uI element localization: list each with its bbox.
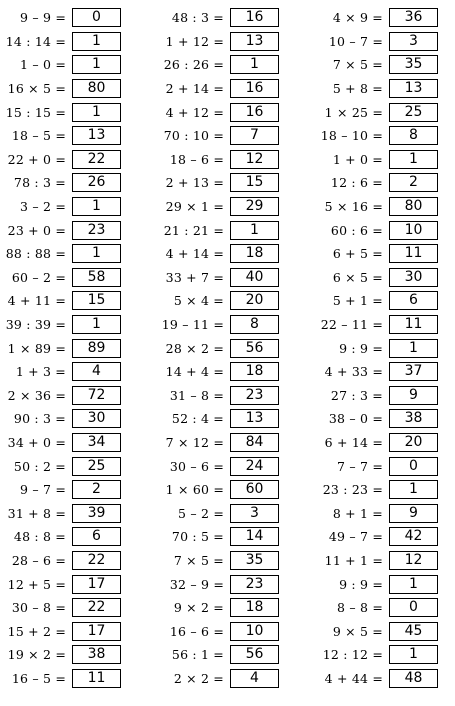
answer-box[interactable]: 17	[72, 575, 121, 594]
problem-row	[152, 289, 279, 313]
answer-box[interactable]: 1	[72, 55, 121, 74]
answer-box[interactable]: 42	[389, 527, 438, 546]
answer-box[interactable]: 1	[72, 315, 121, 334]
problem-row	[311, 242, 438, 266]
problem-row	[0, 148, 121, 172]
answer-box[interactable]: 4	[230, 669, 279, 688]
problem-expression: 7 × 5 =	[332, 57, 383, 73]
problem-row	[0, 478, 121, 502]
answer-box[interactable]: 1	[72, 32, 121, 51]
answer-box[interactable]: 0	[389, 457, 438, 476]
problem-expression: 1 – 0 =	[20, 57, 66, 73]
answer-box[interactable]: 1	[389, 339, 438, 358]
problem-row	[311, 313, 438, 337]
problem-row	[0, 124, 121, 148]
problem-expression: 4 + 11 =	[7, 293, 66, 309]
problem-row	[0, 643, 121, 667]
problem-expression: 21 : 21 =	[163, 222, 224, 238]
answer-box[interactable]: 30	[72, 409, 121, 428]
answer-box[interactable]: 25	[72, 457, 121, 476]
answer-box[interactable]: 60	[230, 480, 279, 499]
problem-expression: 4 + 12 =	[165, 104, 224, 120]
answer-box[interactable]: 23	[230, 575, 279, 594]
problem-expression: 12 : 6 =	[330, 175, 383, 191]
problem-expression: 7 × 12 =	[165, 434, 224, 450]
problem-row	[152, 124, 279, 148]
problem-row	[311, 596, 438, 620]
answer-box[interactable]: 13	[230, 32, 279, 51]
answer-box[interactable]: 1	[389, 645, 438, 664]
answer-box[interactable]: 10	[389, 221, 438, 240]
problem-row	[0, 242, 121, 266]
answer-box[interactable]: 13	[389, 79, 438, 98]
answer-box[interactable]: 11	[389, 315, 438, 334]
problem-row	[0, 525, 121, 549]
answer-box[interactable]: 22	[72, 598, 121, 617]
problem-expression: 31 – 8 =	[169, 387, 224, 403]
problem-column-3	[311, 6, 438, 690]
answer-box[interactable]: 13	[72, 126, 121, 145]
problem-expression: 27 : 3 =	[330, 387, 383, 403]
answer-box[interactable]: 20	[230, 291, 279, 310]
problem-row	[0, 667, 121, 691]
answer-box[interactable]: 30	[389, 268, 438, 287]
problem-row	[311, 77, 438, 101]
problem-expression: 22 – 11 =	[320, 317, 383, 333]
problem-row	[152, 148, 279, 172]
problem-expression: 48 : 8 =	[13, 529, 66, 545]
problem-row	[0, 218, 121, 242]
problem-row	[311, 124, 438, 148]
problem-row	[152, 525, 279, 549]
problem-row	[0, 53, 121, 77]
problem-row	[0, 549, 121, 573]
problem-expression: 18 – 6 =	[169, 151, 224, 167]
problem-row	[0, 619, 121, 643]
answer-box[interactable]: 0	[72, 8, 121, 27]
problem-row	[0, 407, 121, 431]
problem-row	[0, 289, 121, 313]
problem-expression: 18 – 5 =	[11, 128, 66, 144]
problem-row	[0, 431, 121, 455]
answer-box[interactable]: 1	[389, 150, 438, 169]
answer-box[interactable]: 80	[72, 79, 121, 98]
problem-expression: 4 + 33 =	[324, 364, 383, 380]
problem-row	[152, 572, 279, 596]
answer-box[interactable]: 1	[389, 575, 438, 594]
answer-box[interactable]: 25	[389, 103, 438, 122]
problem-expression: 60 : 6 =	[330, 222, 383, 238]
answer-box[interactable]: 36	[389, 8, 438, 27]
problem-row	[0, 266, 121, 290]
problem-row	[152, 313, 279, 337]
problem-expression: 16 – 5 =	[11, 670, 66, 686]
problem-row	[0, 100, 121, 124]
problem-expression: 19 – 11 =	[161, 317, 224, 333]
problem-expression: 4 + 44 =	[324, 670, 383, 686]
problem-row	[311, 195, 438, 219]
problem-row	[0, 336, 121, 360]
answer-box[interactable]: 14	[230, 527, 279, 546]
problem-row	[152, 100, 279, 124]
problem-row	[311, 148, 438, 172]
problem-expression: 8 – 8 =	[337, 600, 383, 616]
answer-box[interactable]: 48	[389, 669, 438, 688]
problem-expression: 1 + 12 =	[165, 33, 224, 49]
answer-box[interactable]: 4	[72, 362, 121, 381]
answer-box[interactable]: 26	[72, 173, 121, 192]
problem-row	[152, 360, 279, 384]
answer-box[interactable]: 0	[389, 598, 438, 617]
problem-expression: 12 + 5 =	[7, 576, 66, 592]
problem-expression: 52 : 4 =	[171, 411, 224, 427]
problem-expression: 8 + 1 =	[332, 505, 383, 521]
answer-box[interactable]: 2	[389, 173, 438, 192]
problem-row	[0, 454, 121, 478]
answer-box[interactable]: 16	[230, 103, 279, 122]
problem-row	[311, 667, 438, 691]
answer-box[interactable]: 84	[230, 433, 279, 452]
problem-expression: 6 + 5 =	[332, 246, 383, 262]
problem-row	[311, 572, 438, 596]
problem-expression: 30 – 6 =	[169, 458, 224, 474]
problem-expression: 88 : 88 =	[5, 246, 66, 262]
problem-expression: 5 + 8 =	[332, 81, 383, 97]
problem-row	[0, 171, 121, 195]
problem-row	[152, 6, 279, 30]
problem-row	[0, 572, 121, 596]
answer-box[interactable]: 24	[230, 457, 279, 476]
problem-row	[311, 643, 438, 667]
problem-expression: 23 : 23 =	[322, 482, 383, 498]
problem-expression: 5 × 4 =	[173, 293, 224, 309]
problem-expression: 1 × 89 =	[7, 340, 66, 356]
problem-expression: 15 + 2 =	[7, 623, 66, 639]
problem-row	[152, 77, 279, 101]
answer-box[interactable]: 13	[230, 409, 279, 428]
problem-expression: 4 + 14 =	[165, 246, 224, 262]
answer-box[interactable]: 11	[72, 669, 121, 688]
answer-box[interactable]: 1	[72, 244, 121, 263]
problem-expression: 6 + 14 =	[324, 434, 383, 450]
answer-box[interactable]: 58	[72, 268, 121, 287]
problem-expression: 28 – 6 =	[11, 552, 66, 568]
problem-expression: 14 : 14 =	[5, 33, 66, 49]
problem-row	[311, 407, 438, 431]
problem-row	[0, 195, 121, 219]
problem-row	[152, 454, 279, 478]
answer-box[interactable]: 45	[389, 622, 438, 641]
answer-box[interactable]: 6	[389, 291, 438, 310]
answer-box[interactable]: 56	[230, 645, 279, 664]
answer-box[interactable]: 6	[72, 527, 121, 546]
answer-box[interactable]: 35	[389, 55, 438, 74]
answer-box[interactable]: 1	[72, 103, 121, 122]
problem-expression: 32 – 9 =	[169, 576, 224, 592]
answer-box[interactable]: 72	[72, 386, 121, 405]
problem-row	[152, 643, 279, 667]
answer-box[interactable]: 56	[230, 339, 279, 358]
answer-box[interactable]: 40	[230, 268, 279, 287]
problem-expression: 2 + 14 =	[165, 81, 224, 97]
problem-column-2	[152, 6, 279, 690]
answer-box[interactable]: 1	[230, 55, 279, 74]
problem-row	[311, 100, 438, 124]
answer-box[interactable]: 16	[230, 8, 279, 27]
problem-row	[0, 596, 121, 620]
problem-expression: 16 – 6 =	[169, 623, 224, 639]
problem-expression: 90 : 3 =	[13, 411, 66, 427]
problem-expression: 70 : 5 =	[171, 529, 224, 545]
answer-box[interactable]: 15	[72, 291, 121, 310]
problem-row	[311, 501, 438, 525]
answer-box[interactable]: 1	[72, 197, 121, 216]
problem-expression: 2 × 36 =	[7, 387, 66, 403]
problem-expression: 34 + 0 =	[7, 434, 66, 450]
answer-box[interactable]: 22	[72, 150, 121, 169]
problem-expression: 30 – 8 =	[11, 600, 66, 616]
problem-column-1	[0, 6, 121, 690]
problem-row	[311, 549, 438, 573]
answer-box[interactable]: 22	[72, 551, 121, 570]
problem-expression: 33 + 7 =	[165, 269, 224, 285]
answer-box[interactable]: 37	[389, 362, 438, 381]
problem-expression: 1 + 3 =	[15, 364, 66, 380]
problem-row	[152, 336, 279, 360]
problem-expression: 39 : 39 =	[5, 317, 66, 333]
answer-box[interactable]: 3	[389, 32, 438, 51]
problem-row	[311, 431, 438, 455]
answer-box[interactable]: 39	[72, 504, 121, 523]
problem-row	[152, 218, 279, 242]
answer-box[interactable]: 11	[389, 244, 438, 263]
problem-expression: 23 + 0 =	[7, 222, 66, 238]
problem-expression: 11 + 1 =	[324, 552, 383, 568]
problem-expression: 56 : 1 =	[171, 647, 224, 663]
answer-box[interactable]: 2	[72, 480, 121, 499]
problem-expression: 29 × 1 =	[165, 199, 224, 215]
answer-box[interactable]: 3	[230, 504, 279, 523]
answer-box[interactable]: 8	[230, 315, 279, 334]
problem-row	[152, 53, 279, 77]
problem-row	[311, 218, 438, 242]
answer-box[interactable]: 18	[230, 362, 279, 381]
problem-expression: 26 : 26 =	[163, 57, 224, 73]
problem-row	[311, 171, 438, 195]
problem-row	[152, 431, 279, 455]
problem-row	[0, 501, 121, 525]
problem-row	[311, 478, 438, 502]
problem-row	[311, 336, 438, 360]
answer-box[interactable]: 1	[389, 480, 438, 499]
answer-box[interactable]: 10	[230, 622, 279, 641]
problem-expression: 6 × 5 =	[332, 269, 383, 285]
problem-expression: 2 × 2 =	[173, 670, 224, 686]
problem-expression: 9 – 9 =	[20, 10, 66, 26]
answer-box[interactable]: 23	[230, 386, 279, 405]
answer-box[interactable]: 1	[230, 221, 279, 240]
answer-box[interactable]: 16	[230, 79, 279, 98]
problem-row	[0, 384, 121, 408]
problem-row	[152, 242, 279, 266]
problem-expression: 9 × 5 =	[332, 623, 383, 639]
problem-row	[311, 289, 438, 313]
problem-expression: 7 – 7 =	[337, 458, 383, 474]
problem-row	[152, 195, 279, 219]
problem-row	[311, 6, 438, 30]
problem-row	[152, 549, 279, 573]
problem-row	[152, 407, 279, 431]
problem-row	[152, 478, 279, 502]
answer-box[interactable]: 7	[230, 126, 279, 145]
problem-row	[152, 30, 279, 54]
answer-box[interactable]: 80	[389, 197, 438, 216]
problem-row	[152, 619, 279, 643]
problem-row	[0, 313, 121, 337]
problem-row	[0, 360, 121, 384]
problem-row	[311, 454, 438, 478]
answer-box[interactable]: 8	[389, 126, 438, 145]
answer-box[interactable]: 12	[389, 551, 438, 570]
problem-expression: 12 : 12 =	[322, 647, 383, 663]
answer-box[interactable]: 29	[230, 197, 279, 216]
problem-row	[0, 6, 121, 30]
problem-expression: 70 : 10 =	[163, 128, 224, 144]
answer-box[interactable]: 38	[389, 409, 438, 428]
problem-expression: 9 : 9 =	[339, 340, 383, 356]
answer-box[interactable]: 20	[389, 433, 438, 452]
problem-expression: 48 : 3 =	[171, 10, 224, 26]
problem-expression: 10 – 7 =	[328, 33, 383, 49]
answer-box[interactable]: 15	[230, 173, 279, 192]
problem-expression: 60 – 2 =	[11, 269, 66, 285]
problem-expression: 2 + 13 =	[165, 175, 224, 191]
problem-row	[311, 384, 438, 408]
problem-expression: 5 – 2 =	[178, 505, 224, 521]
problem-row	[0, 30, 121, 54]
problem-expression: 78 : 3 =	[13, 175, 66, 191]
problem-expression: 31 + 8 =	[7, 505, 66, 521]
problem-expression: 1 + 0 =	[332, 151, 383, 167]
problem-row	[311, 360, 438, 384]
answer-box[interactable]: 17	[72, 622, 121, 641]
problem-expression: 9 – 7 =	[20, 482, 66, 498]
problem-row	[152, 596, 279, 620]
problem-expression: 5 + 1 =	[332, 293, 383, 309]
problem-expression: 22 + 0 =	[7, 151, 66, 167]
problem-expression: 1 × 60 =	[165, 482, 224, 498]
answer-box[interactable]: 35	[230, 551, 279, 570]
problem-expression: 14 + 4 =	[165, 364, 224, 380]
problem-row	[0, 77, 121, 101]
answer-box[interactable]: 23	[72, 221, 121, 240]
problem-expression: 9 × 2 =	[173, 600, 224, 616]
problem-expression: 19 × 2 =	[7, 647, 66, 663]
problem-row	[311, 53, 438, 77]
problem-expression: 50 : 2 =	[13, 458, 66, 474]
answer-box[interactable]: 18	[230, 244, 279, 263]
problem-expression: 38 – 0 =	[328, 411, 383, 427]
problem-expression: 28 × 2 =	[165, 340, 224, 356]
problem-row	[311, 525, 438, 549]
problem-expression: 16 × 5 =	[7, 81, 66, 97]
problem-expression: 1 × 25 =	[324, 104, 383, 120]
problem-expression: 15 : 15 =	[5, 104, 66, 120]
problem-row	[311, 30, 438, 54]
problem-expression: 7 × 5 =	[173, 552, 224, 568]
problem-expression: 18 – 10 =	[320, 128, 383, 144]
problem-expression: 3 – 2 =	[20, 199, 66, 215]
answer-box[interactable]: 9	[389, 386, 438, 405]
answer-box[interactable]: 34	[72, 433, 121, 452]
problem-row	[152, 667, 279, 691]
problem-row	[152, 266, 279, 290]
answer-box[interactable]: 38	[72, 645, 121, 664]
answer-box[interactable]: 12	[230, 150, 279, 169]
problem-expression: 4 × 9 =	[332, 10, 383, 26]
problem-expression: 49 – 7 =	[328, 529, 383, 545]
answer-box[interactable]: 18	[230, 598, 279, 617]
problem-row	[311, 266, 438, 290]
problem-row	[152, 171, 279, 195]
problem-row	[152, 384, 279, 408]
problem-row	[311, 619, 438, 643]
answer-box[interactable]: 9	[389, 504, 438, 523]
problem-row	[152, 501, 279, 525]
problem-expression: 9 : 9 =	[339, 576, 383, 592]
answer-box[interactable]: 89	[72, 339, 121, 358]
problem-expression: 5 × 16 =	[324, 199, 383, 215]
